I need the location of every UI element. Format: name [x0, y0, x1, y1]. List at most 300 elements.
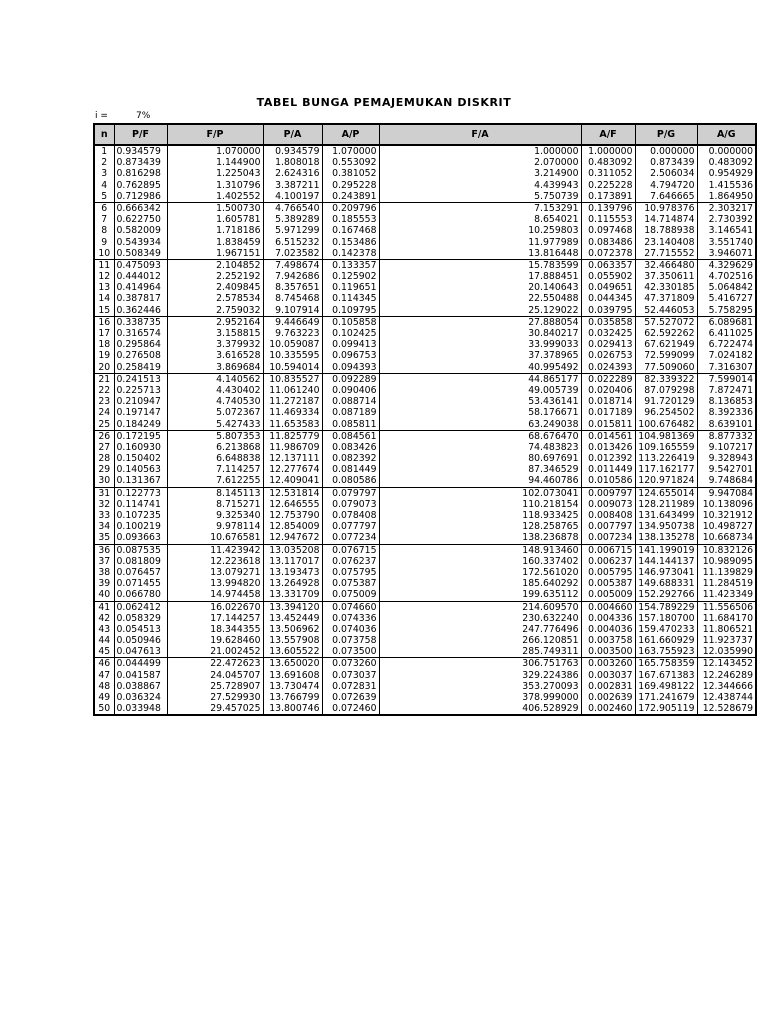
table-cell-fa: 27.888054 — [379, 316, 581, 328]
table-cell-ag: 6.722474 — [697, 339, 756, 350]
table-cell-fp: 8.145113 — [167, 487, 263, 499]
table-cell-pf: 0.475093 — [114, 259, 167, 271]
table-cell-ag: 7.024182 — [697, 350, 756, 361]
table-cell-pg: 27.715552 — [635, 248, 697, 260]
table-cell-ag: 5.416727 — [697, 293, 756, 304]
table-cell-fa: 10.259803 — [379, 225, 581, 236]
table-cell-n: 17 — [94, 328, 114, 339]
table-cell-af: 0.483092 — [581, 157, 635, 168]
table-cell-pa: 1.808018 — [263, 157, 322, 168]
table-cell-n: 30 — [94, 475, 114, 487]
table-row — [94, 601, 756, 613]
table-row — [94, 487, 756, 499]
table-cell-pa: 11.469334 — [263, 407, 322, 418]
table-cell-fp: 1.718186 — [167, 225, 263, 236]
table-cell-pa: 13.331709 — [263, 589, 322, 601]
table-cell-n: 4 — [94, 180, 114, 191]
table-row — [94, 658, 756, 670]
table-cell-ap: 0.077797 — [322, 521, 379, 532]
table-cell-af: 0.032425 — [581, 328, 635, 339]
table-cell-ag: 5.064842 — [697, 282, 756, 293]
table-cell-pa: 7.023582 — [263, 248, 322, 260]
table-cell-pa: 10.594014 — [263, 362, 322, 374]
table-cell-n: 13 — [94, 282, 114, 293]
table-cell-ag: 11.556506 — [697, 601, 756, 613]
table-cell-n: 49 — [94, 692, 114, 703]
table-cell-af: 0.004036 — [581, 624, 635, 635]
table-cell-fa: 102.073041 — [379, 487, 581, 499]
table-cell-pg: 4.794720 — [635, 180, 697, 191]
table-row — [94, 430, 756, 442]
table-cell-fa: 329.224386 — [379, 670, 581, 681]
table-cell-ag: 9.107217 — [697, 442, 756, 453]
table-cell-n: 21 — [94, 373, 114, 385]
table-cell-fa: 94.460786 — [379, 475, 581, 487]
table-row — [94, 646, 756, 658]
table-cell-fa: 138.236878 — [379, 532, 581, 544]
table-cell-ap: 0.073500 — [322, 646, 379, 658]
table-cell-ap: 0.084561 — [322, 430, 379, 442]
table-cell-fa: 11.977989 — [379, 237, 581, 248]
table-cell-pa: 12.646555 — [263, 499, 322, 510]
table-cell-n: 43 — [94, 624, 114, 635]
table-cell-ap: 0.295228 — [322, 180, 379, 191]
table-cell-n: 26 — [94, 430, 114, 442]
table-cell-pa: 13.452449 — [263, 613, 322, 624]
table-cell-pg: 10.978376 — [635, 202, 697, 214]
table-cell-pa: 11.061240 — [263, 385, 322, 396]
table-cell-af: 0.173891 — [581, 191, 635, 203]
table-cell-fp: 11.423942 — [167, 544, 263, 556]
table-cell-af: 0.020406 — [581, 385, 635, 396]
table-cell-n: 27 — [94, 442, 114, 453]
table-cell-pg: 2.506034 — [635, 168, 697, 179]
table-cell-pf: 0.258419 — [114, 362, 167, 374]
table-cell-af: 0.035858 — [581, 316, 635, 328]
table-cell-pa: 10.335595 — [263, 350, 322, 361]
table-cell-fp: 1.310796 — [167, 180, 263, 191]
table-cell-ag: 1.864950 — [697, 191, 756, 203]
table-cell-ag: 3.146541 — [697, 225, 756, 236]
table-cell-pa: 10.059087 — [263, 339, 322, 350]
table-cell-pa: 12.409041 — [263, 475, 322, 487]
table-cell-pa: 13.264928 — [263, 578, 322, 589]
table-cell-pa: 5.389289 — [263, 214, 322, 225]
table-cell-ap: 0.096753 — [322, 350, 379, 361]
table-cell-pa: 7.942686 — [263, 271, 322, 282]
table-cell-fp: 7.114257 — [167, 464, 263, 475]
table-cell-fa: 406.528929 — [379, 703, 581, 715]
table-cell-af: 0.063357 — [581, 259, 635, 271]
table-cell-n: 34 — [94, 521, 114, 532]
table-cell-n: 19 — [94, 350, 114, 361]
table-cell-af: 0.002639 — [581, 692, 635, 703]
table-cell-fp: 5.072367 — [167, 407, 263, 418]
table-body — [94, 145, 756, 715]
table-cell-pa: 13.035208 — [263, 544, 322, 556]
table-cell-fa: 118.933425 — [379, 510, 581, 521]
table-cell-pf: 0.160930 — [114, 442, 167, 453]
table-cell-ap: 0.085811 — [322, 419, 379, 431]
table-cell-af: 0.007797 — [581, 521, 635, 532]
table-cell-fa: 20.140643 — [379, 282, 581, 293]
table-row — [94, 305, 756, 317]
table-cell-ag: 6.411025 — [697, 328, 756, 339]
table-cell-fp: 1.967151 — [167, 248, 263, 260]
table-cell-fp: 5.427433 — [167, 419, 263, 431]
table-cell-pf: 0.387817 — [114, 293, 167, 304]
table-cell-fa: 185.640292 — [379, 578, 581, 589]
header-row — [94, 124, 756, 145]
table-cell-pg: 62.592262 — [635, 328, 697, 339]
table-cell-n: 1 — [94, 145, 114, 157]
table-cell-ag: 0.954929 — [697, 168, 756, 179]
table-cell-ap: 0.073037 — [322, 670, 379, 681]
table-cell-n: 33 — [94, 510, 114, 521]
table-cell-ag: 8.136853 — [697, 396, 756, 407]
table-cell-fa: 53.436141 — [379, 396, 581, 407]
table-cell-n: 40 — [94, 589, 114, 601]
table-cell-fa: 30.840217 — [379, 328, 581, 339]
table-cell-n: 5 — [94, 191, 114, 203]
table-row — [94, 225, 756, 236]
table-cell-pg: 77.509060 — [635, 362, 697, 374]
table-cell-ag: 5.758295 — [697, 305, 756, 317]
table-row — [94, 635, 756, 646]
table-cell-pa: 13.766799 — [263, 692, 322, 703]
table-row — [94, 499, 756, 510]
table-cell-af: 0.029413 — [581, 339, 635, 350]
table-cell-fa: 7.153291 — [379, 202, 581, 214]
table-cell-pa: 12.531814 — [263, 487, 322, 499]
table-cell-ag: 7.316307 — [697, 362, 756, 374]
table-cell-ap: 0.099413 — [322, 339, 379, 350]
table-cell-pg: 42.330185 — [635, 282, 697, 293]
table-cell-pf: 0.058329 — [114, 613, 167, 624]
table-cell-pf: 0.295864 — [114, 339, 167, 350]
table-cell-fa: 160.337402 — [379, 556, 581, 567]
table-row — [94, 180, 756, 191]
table-cell-n: 16 — [94, 316, 114, 328]
table-cell-ag: 10.498727 — [697, 521, 756, 532]
table-cell-pf: 0.622750 — [114, 214, 167, 225]
table-row — [94, 532, 756, 544]
table-cell-ap: 0.082392 — [322, 453, 379, 464]
table-row — [94, 259, 756, 271]
table-cell-fa: 8.654021 — [379, 214, 581, 225]
table-cell-af: 0.072378 — [581, 248, 635, 260]
table-cell-pf: 0.338735 — [114, 316, 167, 328]
table-cell-ag: 12.035990 — [697, 646, 756, 658]
table-row — [94, 385, 756, 396]
table-cell-pf: 0.054513 — [114, 624, 167, 635]
table-cell-ag: 9.328943 — [697, 453, 756, 464]
table-cell-pf: 0.076457 — [114, 567, 167, 578]
table-row — [94, 168, 756, 179]
table-cell-fa: 3.214900 — [379, 168, 581, 179]
table-cell-ag: 9.947084 — [697, 487, 756, 499]
table-cell-pf: 0.712986 — [114, 191, 167, 203]
table-cell-ag: 7.599014 — [697, 373, 756, 385]
table-cell-pf: 0.241513 — [114, 373, 167, 385]
table-cell-n: 23 — [94, 396, 114, 407]
table-cell-pa: 11.986709 — [263, 442, 322, 453]
table-cell-pf: 0.762895 — [114, 180, 167, 191]
table-row — [94, 202, 756, 214]
table-cell-pg: 146.973041 — [635, 567, 697, 578]
table-cell-pf: 0.093663 — [114, 532, 167, 544]
table-cell-pf: 0.362446 — [114, 305, 167, 317]
table-cell-fa: 22.550488 — [379, 293, 581, 304]
table-row — [94, 248, 756, 260]
table-cell-pa: 12.277674 — [263, 464, 322, 475]
table-cell-pa: 6.515232 — [263, 237, 322, 248]
table-cell-pg: 14.714874 — [635, 214, 697, 225]
table-cell-pf: 0.033948 — [114, 703, 167, 715]
table-cell-fp: 3.869684 — [167, 362, 263, 374]
header-pg: P/G — [635, 124, 697, 145]
table-cell-ap: 0.133357 — [322, 259, 379, 271]
table-cell-fp: 4.140562 — [167, 373, 263, 385]
table-cell-pa: 13.730474 — [263, 681, 322, 692]
table-cell-ap: 0.090406 — [322, 385, 379, 396]
table-cell-fa: 110.218154 — [379, 499, 581, 510]
table-cell-pf: 0.414964 — [114, 282, 167, 293]
table-cell-pg: 169.498122 — [635, 681, 697, 692]
table-row — [94, 624, 756, 635]
table-row — [94, 191, 756, 203]
table-cell-fa: 25.129022 — [379, 305, 581, 317]
header-n: n — [94, 124, 114, 145]
table-cell-pa: 3.387211 — [263, 180, 322, 191]
table-cell-fa: 172.561020 — [379, 567, 581, 578]
table-cell-af: 0.005009 — [581, 589, 635, 601]
table-cell-af: 0.044345 — [581, 293, 635, 304]
table-cell-ag: 12.438744 — [697, 692, 756, 703]
table-cell-pg: 172.905119 — [635, 703, 697, 715]
table-cell-pg: 165.758359 — [635, 658, 697, 670]
table-cell-pf: 0.816298 — [114, 168, 167, 179]
header-af: A/F — [581, 124, 635, 145]
table-cell-pg: 7.646665 — [635, 191, 697, 203]
table-cell-fa: 44.865177 — [379, 373, 581, 385]
table-row — [94, 589, 756, 601]
table-cell-pf: 0.100219 — [114, 521, 167, 532]
table-row — [94, 157, 756, 168]
table-cell-n: 41 — [94, 601, 114, 613]
header-fa: F/A — [379, 124, 581, 145]
table-cell-ag: 0.483092 — [697, 157, 756, 168]
table-cell-fa: 5.750739 — [379, 191, 581, 203]
table-cell-fa: 353.270093 — [379, 681, 581, 692]
table-cell-pa: 9.107914 — [263, 305, 322, 317]
table-cell-pg: 52.446053 — [635, 305, 697, 317]
table-cell-pa: 12.753790 — [263, 510, 322, 521]
table-cell-n: 9 — [94, 237, 114, 248]
table-cell-fp: 9.325340 — [167, 510, 263, 521]
table-cell-fp: 12.223618 — [167, 556, 263, 567]
table-cell-ap: 0.109795 — [322, 305, 379, 317]
table-cell-ag: 10.989095 — [697, 556, 756, 567]
table-cell-n: 12 — [94, 271, 114, 282]
table-cell-pg: 82.339322 — [635, 373, 697, 385]
table-cell-af: 0.012392 — [581, 453, 635, 464]
table-cell-pa: 13.117017 — [263, 556, 322, 567]
table-cell-ag: 8.639101 — [697, 419, 756, 431]
table-cell-n: 31 — [94, 487, 114, 499]
table-cell-af: 0.013426 — [581, 442, 635, 453]
table-cell-ag: 4.329629 — [697, 259, 756, 271]
table-cell-fa: 15.783599 — [379, 259, 581, 271]
table-cell-fa: 63.249038 — [379, 419, 581, 431]
table-cell-fp: 1.070000 — [167, 145, 263, 157]
table-cell-ap: 0.381052 — [322, 168, 379, 179]
table-cell-fp: 4.430402 — [167, 385, 263, 396]
table-cell-fa: 285.749311 — [379, 646, 581, 658]
table-cell-pa: 12.854009 — [263, 521, 322, 532]
table-row — [94, 613, 756, 624]
table-cell-ap: 0.073758 — [322, 635, 379, 646]
table-cell-ap: 0.074660 — [322, 601, 379, 613]
table-cell-pa: 10.835527 — [263, 373, 322, 385]
table-cell-ap: 0.076237 — [322, 556, 379, 567]
table-cell-n: 42 — [94, 613, 114, 624]
table-cell-n: 36 — [94, 544, 114, 556]
table-cell-af: 0.039795 — [581, 305, 635, 317]
table-cell-fa: 306.751763 — [379, 658, 581, 670]
table-cell-ap: 0.105858 — [322, 316, 379, 328]
table-cell-fp: 10.676581 — [167, 532, 263, 544]
table-cell-af: 0.008408 — [581, 510, 635, 521]
interest-factor-table — [93, 123, 757, 716]
table-cell-ap: 0.092289 — [322, 373, 379, 385]
table-cell-ag: 10.321912 — [697, 510, 756, 521]
table-cell-n: 6 — [94, 202, 114, 214]
table-cell-ag: 2.303217 — [697, 202, 756, 214]
table-cell-pg: 23.140408 — [635, 237, 697, 248]
table-cell-fp: 13.994820 — [167, 578, 263, 589]
table-cell-ap: 0.073260 — [322, 658, 379, 670]
table-cell-fa: 247.776496 — [379, 624, 581, 635]
table-cell-ap: 0.553092 — [322, 157, 379, 168]
table-cell-ap: 0.076715 — [322, 544, 379, 556]
table-cell-pf: 0.050946 — [114, 635, 167, 646]
table-cell-pa: 8.745468 — [263, 293, 322, 304]
table-cell-af: 0.011449 — [581, 464, 635, 475]
table-cell-fp: 1.144900 — [167, 157, 263, 168]
table-cell-ag: 12.528679 — [697, 703, 756, 715]
table-cell-fp: 29.457025 — [167, 703, 263, 715]
table-cell-fp: 3.379932 — [167, 339, 263, 350]
table-row — [94, 373, 756, 385]
table-cell-fa: 230.632240 — [379, 613, 581, 624]
table-cell-pg: 32.466480 — [635, 259, 697, 271]
table-cell-pg: 117.162177 — [635, 464, 697, 475]
table-cell-pg: 96.254502 — [635, 407, 697, 418]
table-cell-af: 0.005387 — [581, 578, 635, 589]
table-cell-pf: 0.150402 — [114, 453, 167, 464]
table-cell-n: 35 — [94, 532, 114, 544]
table-cell-ag: 6.089681 — [697, 316, 756, 328]
table-cell-ap: 0.167468 — [322, 225, 379, 236]
table-row — [94, 293, 756, 304]
header-pf: P/F — [114, 124, 167, 145]
table-cell-pf: 0.066780 — [114, 589, 167, 601]
table-row — [94, 282, 756, 293]
table-cell-pa: 13.193473 — [263, 567, 322, 578]
table-cell-ag: 8.392336 — [697, 407, 756, 418]
table-cell-ag: 10.138096 — [697, 499, 756, 510]
table-cell-pf: 0.107235 — [114, 510, 167, 521]
table-cell-pa: 9.446649 — [263, 316, 322, 328]
table-cell-n: 22 — [94, 385, 114, 396]
table-cell-af: 0.311052 — [581, 168, 635, 179]
table-cell-fp: 4.740530 — [167, 396, 263, 407]
table-cell-pg: 171.241679 — [635, 692, 697, 703]
table-cell-pg: 131.643499 — [635, 510, 697, 521]
table-row — [94, 578, 756, 589]
table-cell-fp: 24.045707 — [167, 670, 263, 681]
table-cell-n: 48 — [94, 681, 114, 692]
table-cell-n: 15 — [94, 305, 114, 317]
table-cell-pf: 0.666342 — [114, 202, 167, 214]
table-cell-pf: 0.114741 — [114, 499, 167, 510]
table-cell-af: 0.097468 — [581, 225, 635, 236]
table-cell-n: 29 — [94, 464, 114, 475]
table-cell-pf: 0.225713 — [114, 385, 167, 396]
table-cell-pf: 0.276508 — [114, 350, 167, 361]
table-cell-pg: 149.688331 — [635, 578, 697, 589]
table-cell-ap: 0.083426 — [322, 442, 379, 453]
table-row — [94, 703, 756, 715]
table-cell-ap: 0.072831 — [322, 681, 379, 692]
table-cell-af: 0.005795 — [581, 567, 635, 578]
table-cell-pg: 18.788938 — [635, 225, 697, 236]
table-cell-ap: 0.119651 — [322, 282, 379, 293]
table-cell-ap: 0.072639 — [322, 692, 379, 703]
table-cell-ap: 0.125902 — [322, 271, 379, 282]
table-row — [94, 681, 756, 692]
table-cell-ag: 3.551740 — [697, 237, 756, 248]
table-cell-ap: 0.080586 — [322, 475, 379, 487]
table-cell-fp: 21.002452 — [167, 646, 263, 658]
table-cell-af: 0.139796 — [581, 202, 635, 214]
table-cell-pf: 0.087535 — [114, 544, 167, 556]
table-cell-af: 0.006237 — [581, 556, 635, 567]
table-cell-pf: 0.071455 — [114, 578, 167, 589]
table-cell-pg: 109.165559 — [635, 442, 697, 453]
table-cell-pa: 13.605522 — [263, 646, 322, 658]
table-cell-fa: 37.378965 — [379, 350, 581, 361]
table-cell-n: 3 — [94, 168, 114, 179]
table-cell-fp: 2.578534 — [167, 293, 263, 304]
table-row — [94, 237, 756, 248]
table-cell-n: 32 — [94, 499, 114, 510]
table-cell-af: 0.022289 — [581, 373, 635, 385]
table-cell-pg: 152.292766 — [635, 589, 697, 601]
table-cell-ag: 10.668734 — [697, 532, 756, 544]
table-cell-ag: 0.000000 — [697, 145, 756, 157]
table-cell-fp: 1.605781 — [167, 214, 263, 225]
table-cell-pa: 11.653583 — [263, 419, 322, 431]
table-cell-fa: 17.888451 — [379, 271, 581, 282]
table-cell-pa: 4.100197 — [263, 191, 322, 203]
table-cell-ap: 0.079073 — [322, 499, 379, 510]
table-cell-n: 28 — [94, 453, 114, 464]
table-cell-n: 11 — [94, 259, 114, 271]
table-cell-pf: 0.873439 — [114, 157, 167, 168]
table-cell-af: 0.009073 — [581, 499, 635, 510]
